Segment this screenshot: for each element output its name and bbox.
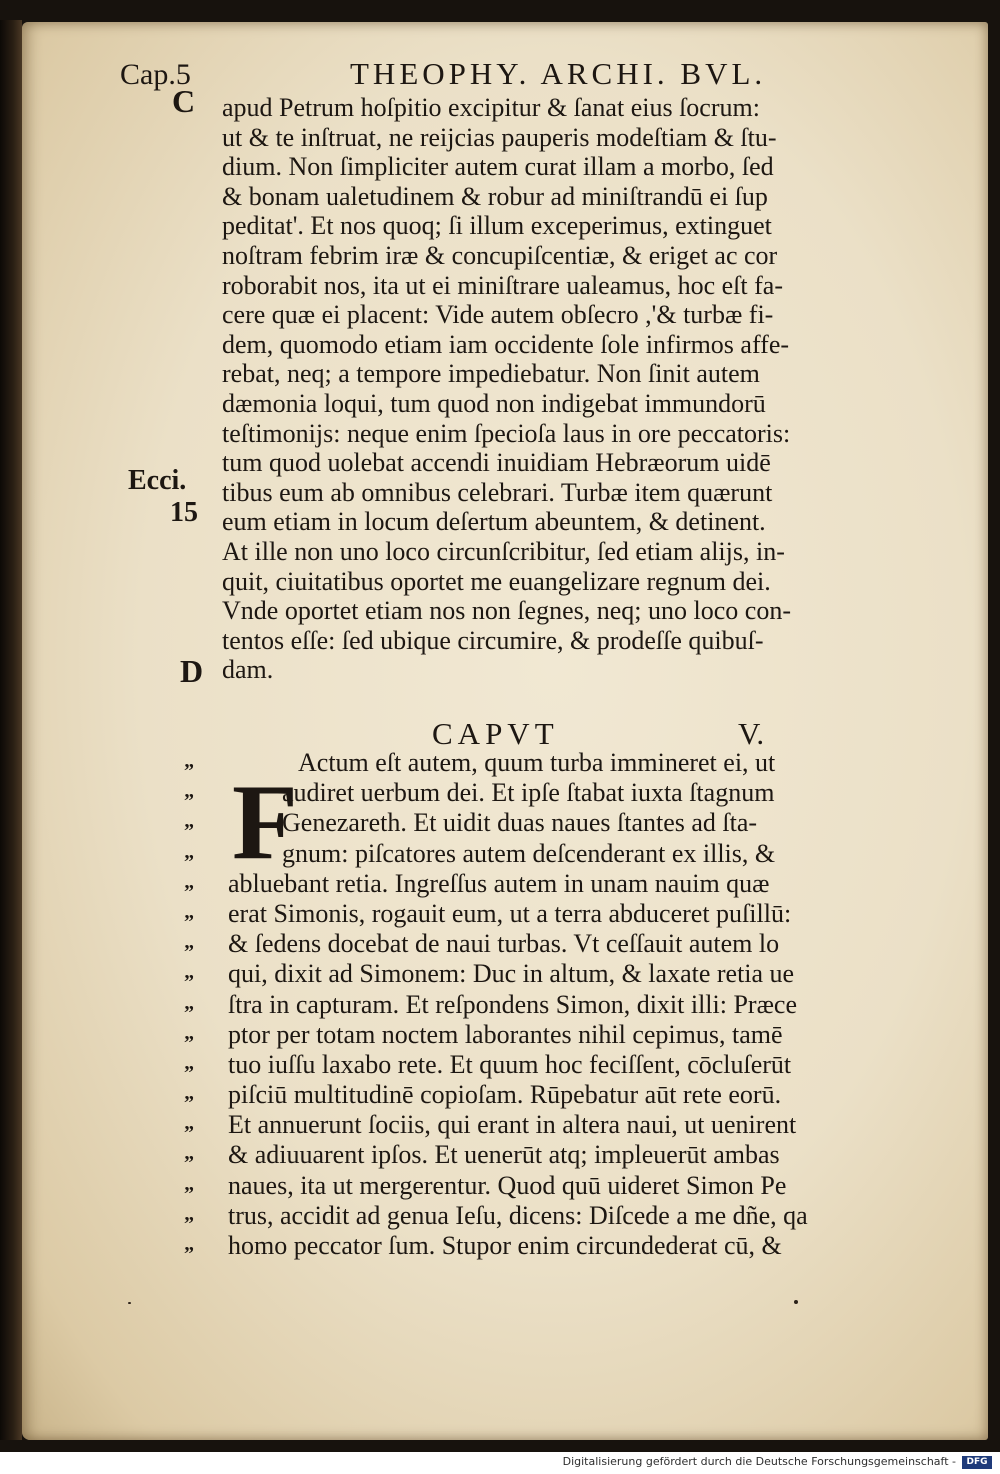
margin-ref-book: Ecci. [128,465,187,496]
margin-letter-c: C [172,83,196,119]
quote-mark: ” [184,1001,194,1024]
quote-mark: ” [184,941,194,964]
text-line: Actum eſt autem, quum turba immineret ei, ut [298,748,776,777]
quote-mark: ” [184,910,194,933]
text-line: dium. Non ſimpliciter autem curat illam a morbo, ſed [222,152,774,182]
running-title: THEOPHY. ARCHI. BVL. [350,56,767,91]
dfg-logo: DFG [962,1456,992,1469]
digitization-footer [0,1452,1000,1474]
text-line: tum quod uolebat accendi inuidiam Hebræorum uidē [222,448,771,478]
text-line: gnum: piſcatores autem deſcenderant ex illis, & [282,838,776,868]
text-line: teſtimonijs: neque enim ſpecioſa laus in ore peccatoris: [222,418,791,448]
quote-mark: ” [184,1061,194,1084]
text-line: & adiuuarent ipſos. Et uenerūt atq; impleuerūt ambas [228,1140,780,1170]
quote-mark: ” [184,820,194,843]
quote-mark: ” [184,1092,194,1115]
text-line: qui, dixit ad Simonem: Duc in altum, & laxate retia ue [228,959,795,989]
text-line: ptor per totam noctem laborantes nihil cepimus, tamē [228,1019,783,1049]
text-line: At ille non uno loco circunſcribitur, ſed etiam alijs, in- [222,536,785,566]
text-line: tentos eſſe: ſed ubique circumire, & prodeſſe quibuſ- [222,625,764,655]
text-line: peditat'. Et nos quoq; ſi illum exceperimus, extinguet [222,211,772,241]
quote-mark: ” [184,850,194,873]
quote-mark: ” [184,1152,194,1175]
text-line: trus, accidit ad genua Ieſu, dicens: Diſcede a me dñe, qa [228,1200,808,1230]
text-line: audiret uerbum dei. Et ipſe ſtabat iuxta ſtagnum [282,778,775,808]
text-line: tibus eum ab omnibus celebrari. Turbæ item quærunt [222,477,773,507]
text-line: dem, quomodo etiam iam occidente ſole infirmos affe- [222,329,790,359]
running-head [120,54,820,94]
text-line: dæmonia loqui, tum quod non indigebat immundorū [222,388,766,418]
text-line: abluebant retia. Ingreſſus autem in unam nauim quæ [228,868,770,898]
text-line: quit, ciuitatibus oportet me euangelizare regnum dei. [222,566,771,596]
quote-mark: ” [184,1182,194,1205]
quote-mark: ” [184,971,194,994]
quote-mark: ” [184,760,194,782]
text-line: dam. [222,655,274,685]
text-line: & ſedens docebat de naui turbas. Vt ceſſauit autem lo [228,929,780,959]
text-line: rebat, neq; a tempore impediebatur. Non ſinit autem [222,359,760,389]
quote-mark: ” [184,1031,194,1054]
text-line: roborabit nos, ita ut ei miniſtrare ualeamus, hoc eſt fa- [222,270,783,300]
text-line: apud Petrum hoſpitio excipitur & ſanat eius ſocrum: [222,93,760,122]
text-line: ſtra in capturam. Et reſpondens Simon, dixit illi: Præce [228,989,798,1019]
ink-speck [794,1300,798,1304]
body-text [222,93,922,685]
funding-credit: Digitalisierung gefördert durch die Deutsche Forschungsgemeinschaft - [562,1455,956,1468]
margin-quote-marks [184,756,214,1269]
quote-mark: ” [184,790,194,813]
text-line: tuo iuſſu laxabo rete. Et quum hoc feciſſent, cōcluſerūt [228,1049,792,1079]
quote-mark: ” [184,1122,194,1145]
chapter-label: Cap.5 [120,58,191,91]
chapter-heading: CAPVT [432,716,559,751]
chapter-text [228,748,928,1261]
text-line: Vnde oportet etiam nos non ſegnes, neq; uno loco con- [222,596,791,626]
book-spine [0,20,22,1440]
text-line: naues, ita ut mergerentur. Quod quū uideret Simon Pe [228,1170,787,1200]
text-line: eum etiam in locum deſertum abeuntem, & detinent. [222,507,766,537]
chapter-number: V. [738,716,765,751]
text-line: Et annuerunt ſociis, qui erant in altera naui, ut uenirent [228,1110,797,1140]
text-line: Genezareth. Et uidit duas naues ſtantes ad ſta- [282,808,758,838]
text-line: erat Simonis, rogauit eum, ut a terra abduceret puſillū: [228,898,792,928]
margin-letter-d: D [180,653,204,689]
text-line: noſtram febrim iræ & concupiſcentiæ, & eriget ac cor [222,240,778,270]
drop-cap-initial: F [232,763,298,882]
quote-mark: ” [184,1243,194,1265]
quote-mark: ” [184,1212,194,1235]
text-line: ut & te inſtruat, ne reijcias pauperis modeſtiam & ſtu- [222,122,777,152]
ink-speck [128,1302,131,1304]
margin-ref-number: 15 [170,497,198,528]
quote-mark: ” [184,880,194,903]
text-line: piſciū multitudinē copioſam. Rūpebatur aūt rete eorū. [228,1080,782,1110]
text-line: & bonam ualetudinem & robur ad miniſtrandū ei ſup [222,181,768,211]
text-line: cere quæ ei placent: Vide autem obſecro ,'& turbæ fi- [222,300,774,330]
text-line: homo peccator ſum. Stupor enim circundederat cū, & [228,1231,782,1260]
